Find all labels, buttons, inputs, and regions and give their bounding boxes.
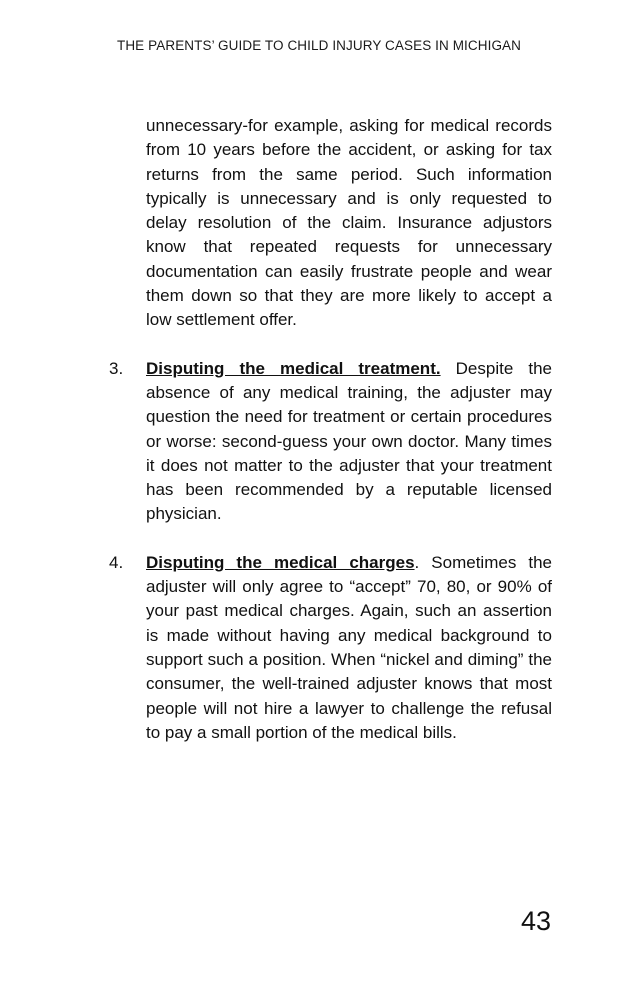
list-item-3 xyxy=(90,357,552,527)
list-item-title: Disputing the medical charges xyxy=(146,552,415,572)
list-item-number: 3. xyxy=(109,358,124,378)
list-item-4 xyxy=(90,551,552,745)
page-number: 43 xyxy=(520,906,551,936)
list-item-title: Disputing the medical treatment. xyxy=(146,358,441,378)
list-item-text: Despite the absence of any medical training, the adjuster may question the need for treatment or certain procedures or worse: second-guess your own doctor. Many times it does not matter to the adjuster that your treatment has been recommended by a reputable licensed physician. xyxy=(146,358,552,524)
list-item-text: . Sometimes the adjuster will only agree to “accept” 70, 80, or 90% of your past medical charges. Again, such an assertion is made without having any medical background to support such a position. When “nickel and diming” the consumer, the well-trained adjuster knows that most people will not hire a lawyer to challenge the refusal to pay a small portion of the medical bills. xyxy=(146,552,553,742)
running-header: THE PARENTS’ GUIDE TO CHILD INJURY CASES IN MICHIGAN xyxy=(116,38,522,53)
list-item-number: 4. xyxy=(109,552,124,572)
page-body xyxy=(90,114,552,745)
continued-paragraph: unnecessary-for example, asking for medical records from 10 years before the accident, or asking for tax returns from the same period. Such information typically is unnecessary and is only requested to delay resolution of the claim. Insurance adjustors know that repeated requests for unnecessary documentation can easily frustrate people and wear them down so that they are more likely to accept a low settlement offer. xyxy=(146,116,552,330)
